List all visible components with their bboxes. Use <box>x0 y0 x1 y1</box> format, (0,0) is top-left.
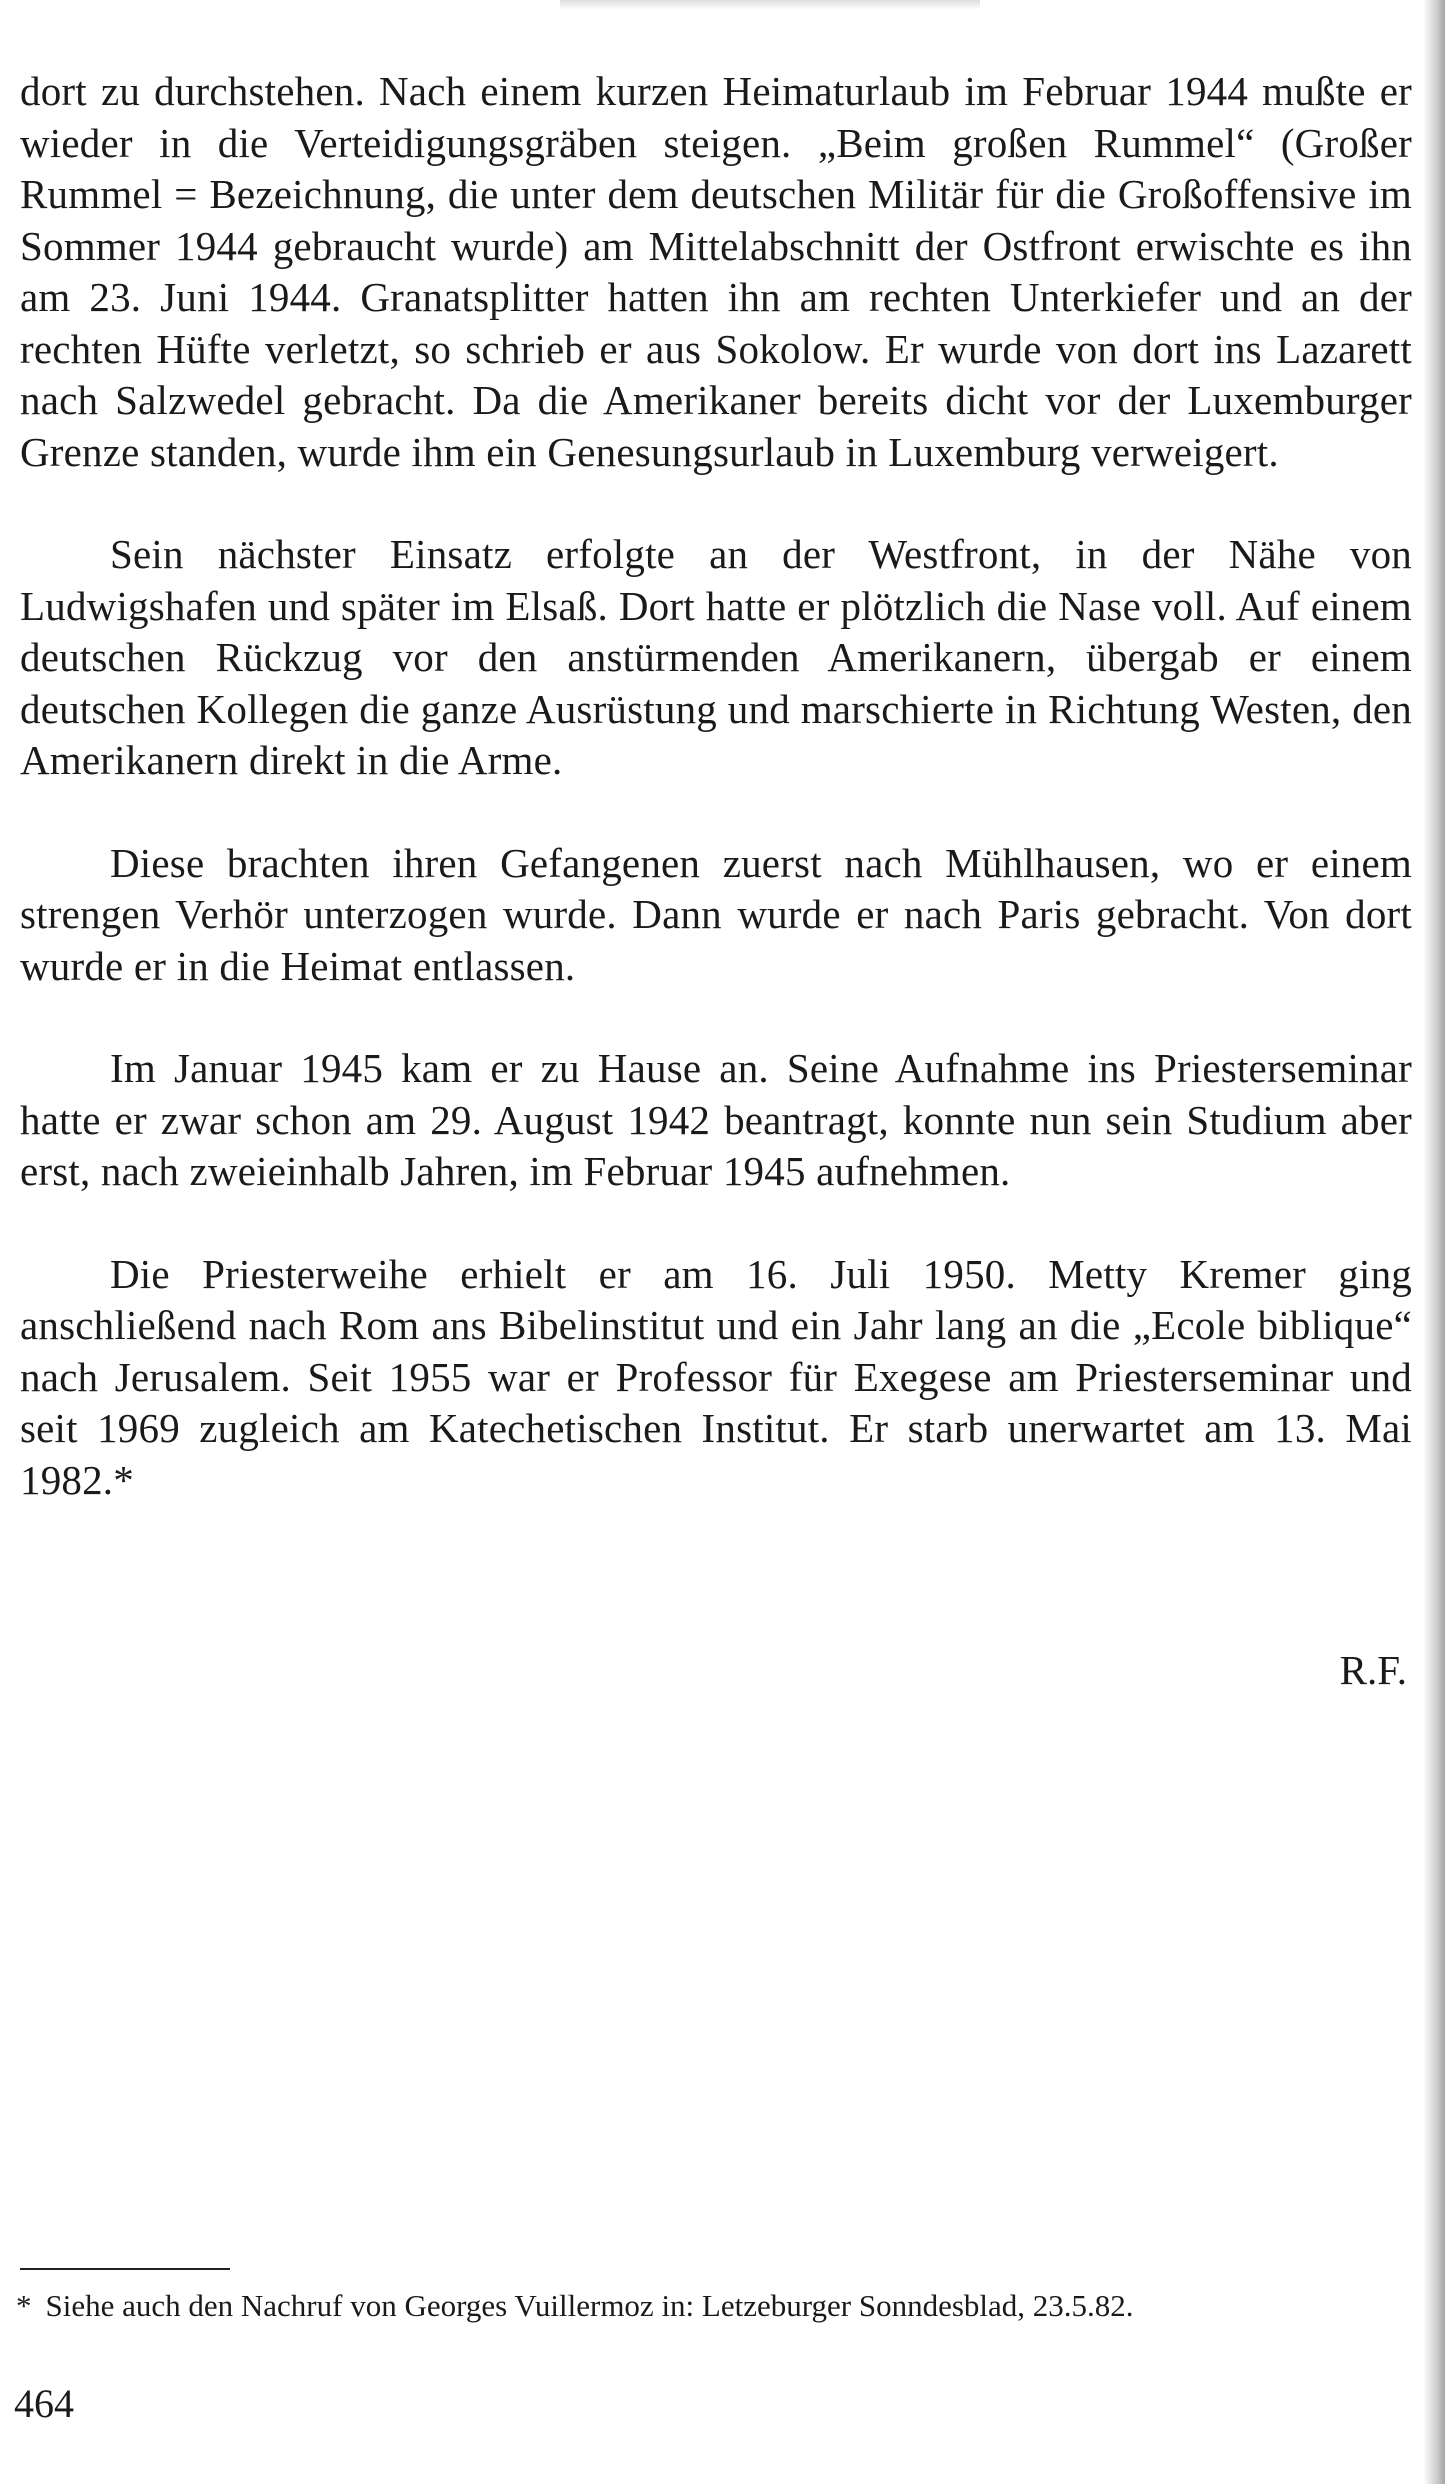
page-top-shadow <box>560 0 980 10</box>
paragraph-4: Im Januar 1945 kam er zu Hause an. Seine Aufnahme ins Priesterseminar hatte er zwar schon am 29. August 1942 beantragt, konnte nun sein Studium aber erst, nach zweieinhalb Jahren, im Februar 1945 aufnehmen. <box>20 1045 1412 1194</box>
body-text <box>20 66 1412 1506</box>
page-number: 464 <box>14 2381 74 2426</box>
paragraph-2: Sein nächster Einsatz erfolgte an der Westfront, in der Nähe von Ludwigshafen und später im Elsaß. Dort hatte er plötzlich die Nase voll. Auf einem deutschen Rückzug vor den anstürmenden Amerikanern, übergab er einem deutschen Kollegen die ganze Ausrüstung und marschierte in Richtung Westen, den Amerikanern direkt in die Arme. <box>20 531 1412 783</box>
author-signature: R.F. <box>1339 1647 1407 1693</box>
page-edge-shadow <box>1423 0 1445 2484</box>
paragraph-3: Diese brachten ihren Gefangenen zuerst nach Mühlhausen, wo er einem strengen Verhör unterzogen wurde. Dann wurde er nach Paris gebracht. Von dort wurde er in die Heimat entlassen. <box>20 839 1412 989</box>
footnote-mark: * <box>16 2288 32 2323</box>
paragraph-1: dort zu durchstehen. Nach einem kurzen Heimaturlaub im Februar 1944 mußte er wieder in die Verteidigungsgräben steigen. „Beim großen Rummel“ (Großer Rummel = Bezeichnung, die unter dem deutschen Militär für die Großoffensive im Sommer 1944 gebraucht wurde) am Mittelabschnitt der Ostfront erwischte es ihn am 23. Juni 1944. Granatsplitter hatten ihn am rechten Unterkiefer und an der rechten Hüfte verletzt, so schrieb er aus Sokolow. Er wurde von dort ins Lazarett nach Salzwedel gebracht. Da die Amerikaner bereits dicht vor der Luxemburger Grenze standen, wurde ihm ein Genesungsurlaub in Luxemburg verweigert. <box>20 68 1412 475</box>
footnote-divider <box>20 2268 230 2270</box>
footnote <box>16 2286 1386 2326</box>
footnote-text: Siehe auch den Nachruf von Georges Vuillermoz in: Letzeburger Sonndesblad, 23.5.82. <box>45 2288 1134 2323</box>
paragraph-5: Die Priesterweihe erhielt er am 16. Juli 1950. Metty Kremer ging anschließend nach Rom ans Bibelinstitut und ein Jahr lang an die „Ecole biblique“ nach Jerusalem. Seit 1955 war er Professor für Exegese am Priesterseminar und seit 1969 zugleich am Katechetischen Institut. Er starb unerwartet am 13. Mai 1982.* <box>20 1250 1412 1503</box>
